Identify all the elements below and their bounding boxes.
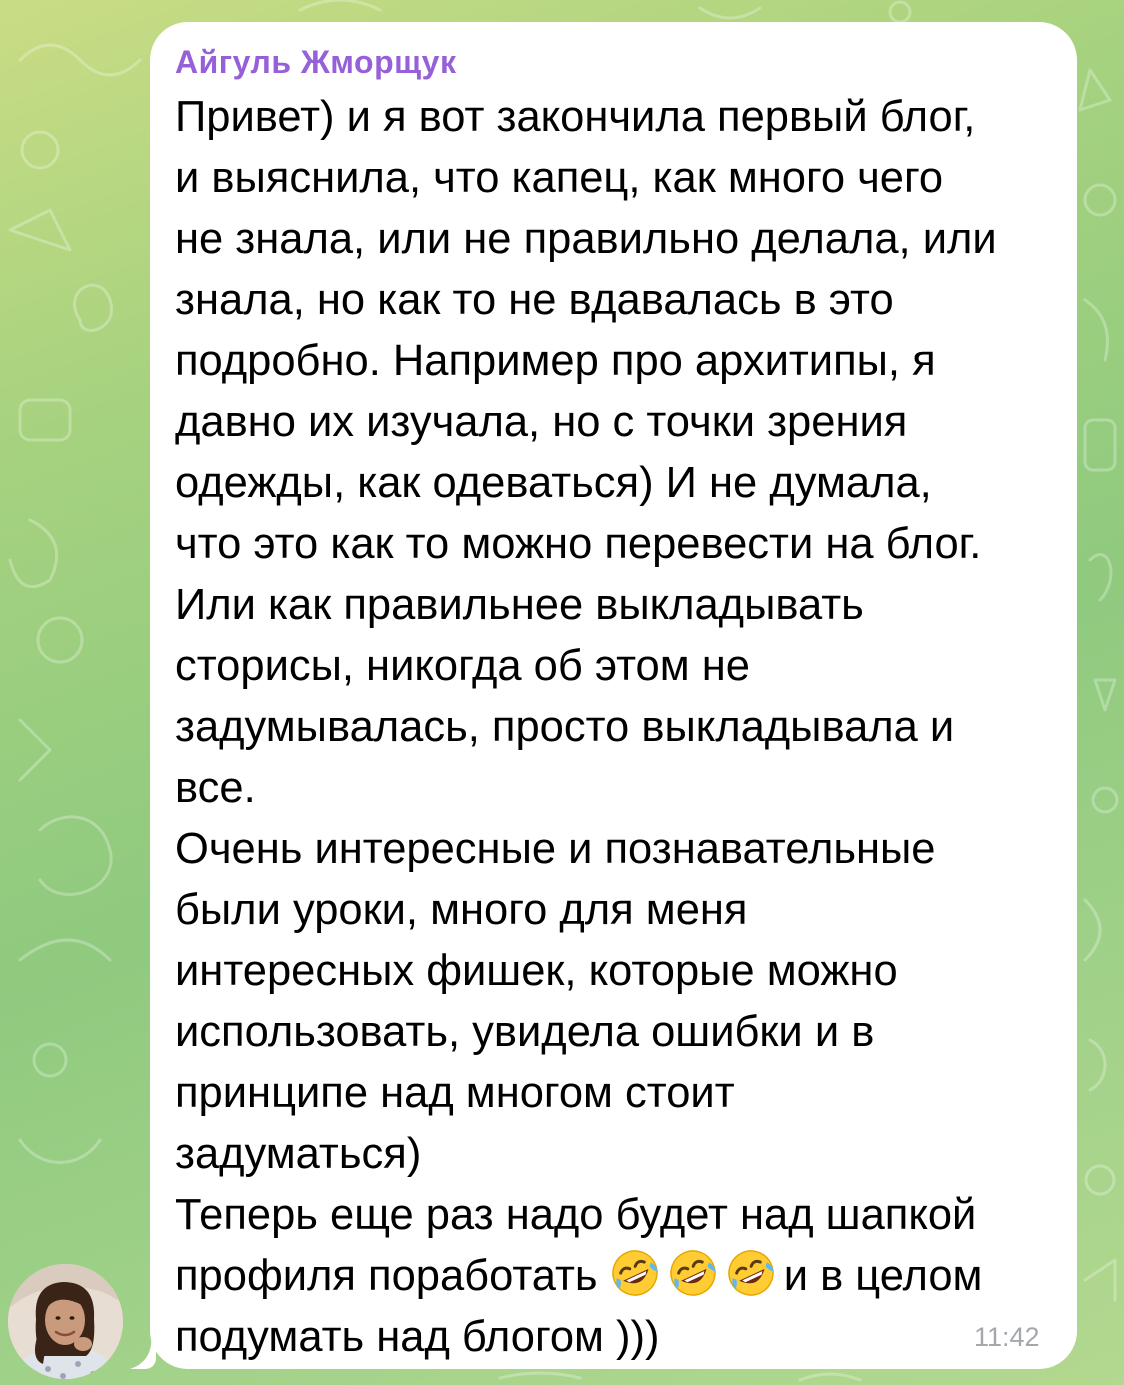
sender-avatar[interactable] xyxy=(8,1264,123,1379)
rolling-on-floor-laughing-emoji xyxy=(610,1248,660,1298)
message-line: и выяснила, что капец, как много чего xyxy=(175,154,944,202)
message-text-fragment: профиля поработать xyxy=(175,1252,598,1300)
message-line: Привет) и я вот закончила первый блог, xyxy=(175,93,976,141)
message-line: подробно. Например про архитипы, я xyxy=(175,337,936,385)
message-line: использовать, увидела ошибки и в xyxy=(175,1008,875,1056)
message-line: сторисы, никогда об этом не xyxy=(175,642,750,690)
message-line: задуматься) xyxy=(175,1130,422,1178)
message-line: не знала, или не правильно делала, или xyxy=(175,215,997,263)
message-line: были уроки, много для меня xyxy=(175,886,748,934)
message-line: знала, но как то не вдавалась в это xyxy=(175,276,894,324)
message-line: Очень интересные и познавательные xyxy=(175,825,936,873)
message-line: интересных фишек, которые можно xyxy=(175,947,898,995)
message-timestamp: 11:42 xyxy=(974,1322,1040,1352)
message-text-fragment: и в целом xyxy=(783,1252,983,1300)
message-line: принципе над многом стоит xyxy=(175,1069,735,1117)
user-photo-avatar-icon xyxy=(8,1264,123,1379)
rolling-on-floor-laughing-emoji xyxy=(668,1248,718,1298)
message-line: Или как правильнее выкладывать xyxy=(175,581,864,629)
message-line: что это как то можно перевести на блог. xyxy=(175,520,982,568)
message-line: давно их изучала, но с точки зрения xyxy=(175,398,908,446)
sender-name[interactable]: Айгуль Жморщук xyxy=(175,44,457,80)
message-line-with-emoji xyxy=(175,1246,1060,1307)
message-line: все. xyxy=(175,764,256,812)
message-line: Теперь еще раз надо будет над шапкой xyxy=(175,1191,977,1239)
rolling-on-floor-laughing-emoji xyxy=(726,1248,776,1298)
message-line: задумывалась, просто выкладывала и xyxy=(175,703,955,751)
message-line: одежды, как одеваться) И не думала, xyxy=(175,459,932,507)
message-text xyxy=(175,87,1060,1368)
message-line: подумать над блогом ))) xyxy=(175,1313,660,1361)
